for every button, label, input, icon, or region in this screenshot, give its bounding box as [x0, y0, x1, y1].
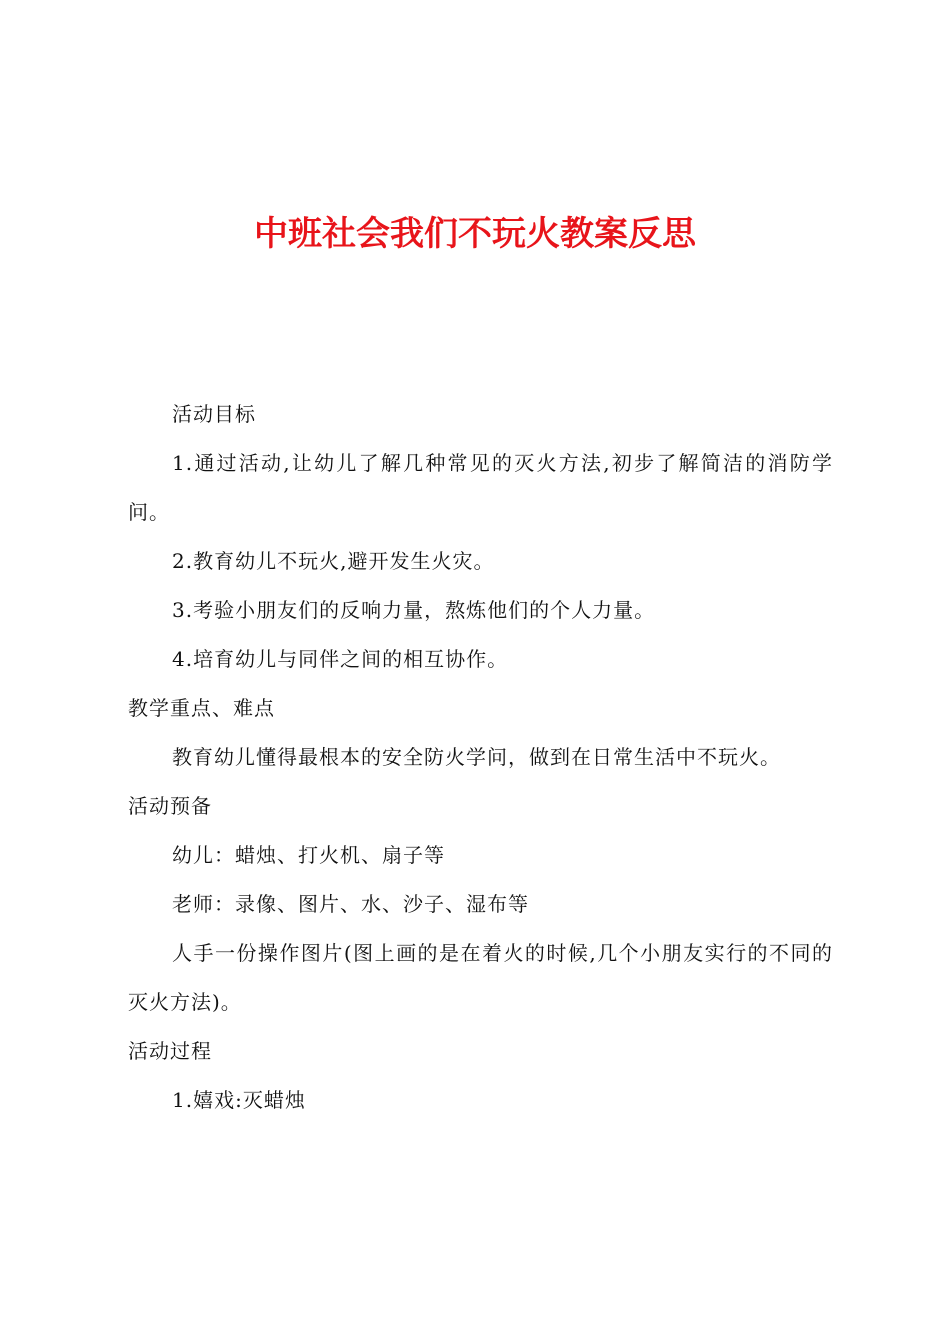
- preparation-worksheet: 人手一份操作图片(图上画的是在着火的时候,几个小朋友实行的不同的灭火方法)。: [128, 941, 833, 1014]
- process-step-1: 1.嬉戏:灭蜡烛: [172, 1088, 306, 1112]
- preparation-children: 幼儿：蜡烛、打火机、扇子等: [172, 843, 445, 867]
- goal-item-3: 3.考验小朋友们的反响力量，熬炼他们的个人力量。: [172, 598, 656, 622]
- section-heading-preparation: 活动预备: [128, 794, 212, 818]
- goal-item-2: 2.教育幼儿不玩火,避开发生火灾。: [172, 549, 495, 573]
- section-heading-activity-goals: 活动目标: [172, 402, 256, 426]
- document-title: 中班社会我们不玩火教案反思: [254, 214, 696, 254]
- key-points-text: 教育幼儿懂得最根本的安全防火学问，做到在日常生活中不玩火。: [172, 745, 781, 769]
- section-heading-process: 活动过程: [128, 1039, 212, 1063]
- goal-item-4: 4.培育幼儿与同伴之间的相互协作。: [172, 647, 509, 671]
- preparation-teacher: 老师：录像、图片、水、沙子、湿布等: [172, 892, 529, 916]
- section-heading-key-points: 教学重点、难点: [128, 696, 275, 720]
- goal-item-1: 1.通过活动,让幼儿了解几种常见的灭火方法,初步了解简洁的消防学问。: [128, 451, 833, 524]
- document-body: [128, 390, 833, 1125]
